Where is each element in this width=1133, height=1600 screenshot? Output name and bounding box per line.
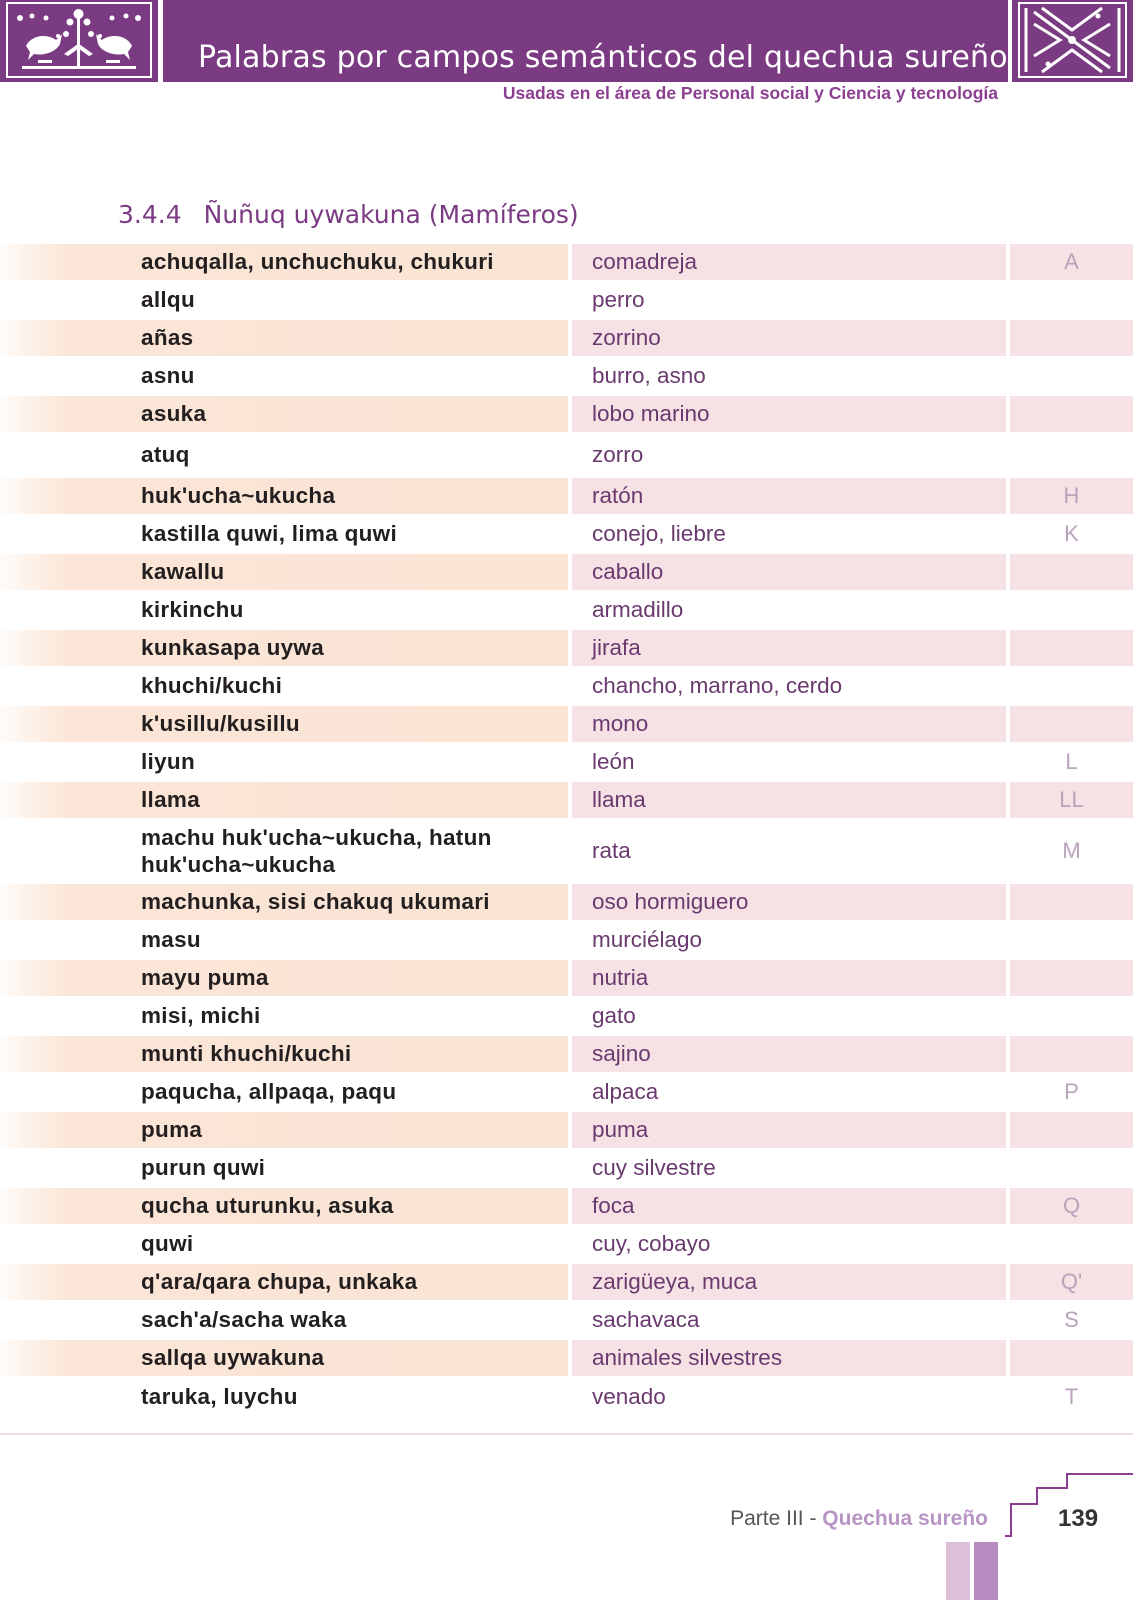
quechua-term: kunkasapa uywa [0, 630, 568, 668]
quechua-term: asnu [0, 358, 568, 396]
index-letter [1006, 668, 1133, 706]
index-letter [1006, 630, 1133, 668]
table-row [0, 1378, 1133, 1417]
index-letter [1006, 960, 1133, 998]
quechua-term: machunka, sisi chakuq ukumari [0, 884, 568, 922]
quechua-term: munti khuchi/kuchi [0, 1036, 568, 1074]
quechua-term: kirkinchu [0, 592, 568, 630]
quechua-term: machu huk'ucha~ukucha, hatun huk'ucha~ukucha [0, 820, 568, 884]
spanish-translation: puma [568, 1112, 1006, 1150]
spanish-translation: zarigüeya, muca [568, 1264, 1006, 1302]
table-row [0, 1188, 1133, 1226]
spanish-translation: zorrino [568, 320, 1006, 358]
table-row [0, 282, 1133, 320]
table-row [0, 516, 1133, 554]
index-letter [1006, 922, 1133, 960]
quechua-term: sach'a/sacha waka [0, 1302, 568, 1340]
index-letter [1006, 396, 1133, 434]
section-number: 3.4.4 [118, 200, 182, 229]
quechua-term: huk'ucha~ukucha [0, 478, 568, 516]
quechua-term: añas [0, 320, 568, 358]
table-row [0, 998, 1133, 1036]
header-divider [154, 0, 156, 82]
table-row [0, 1226, 1133, 1264]
index-letter [1006, 434, 1133, 478]
header-left-ornament [0, 0, 158, 82]
spanish-translation: comadreja [568, 244, 1006, 282]
quechua-term: purun quwi [0, 1150, 568, 1188]
index-letter [1006, 554, 1133, 592]
quechua-term: kawallu [0, 554, 568, 592]
table-row [0, 396, 1133, 434]
index-letter: Q [1006, 1188, 1133, 1226]
quechua-term: asuka [0, 396, 568, 434]
table-row [0, 782, 1133, 820]
spanish-translation: gato [568, 998, 1006, 1036]
index-letter [1006, 1036, 1133, 1074]
table-row [0, 922, 1133, 960]
index-letter [1006, 1226, 1133, 1264]
quechua-term: puma [0, 1112, 568, 1150]
index-letter [1006, 1112, 1133, 1150]
index-letter [1006, 1340, 1133, 1378]
quechua-term: k'usillu/kusillu [0, 706, 568, 744]
table-row [0, 1074, 1133, 1112]
table-row [0, 434, 1133, 478]
table-row [0, 1340, 1133, 1378]
spanish-translation: alpaca [568, 1074, 1006, 1112]
quechua-term: qucha uturunku, asuka [0, 1188, 568, 1226]
section-heading [118, 200, 579, 229]
quechua-term: atuq [0, 434, 568, 478]
table-row [0, 630, 1133, 668]
table-row [0, 668, 1133, 706]
bird-tree-ornament-icon [8, 4, 150, 76]
index-letter: T [1006, 1378, 1133, 1417]
index-letter: K [1006, 516, 1133, 554]
index-letter [1006, 320, 1133, 358]
table-row [0, 706, 1133, 744]
quechua-term: mayu puma [0, 960, 568, 998]
table-row [0, 884, 1133, 922]
index-letter: P [1006, 1074, 1133, 1112]
index-letter: LL [1006, 782, 1133, 820]
index-letter: S [1006, 1302, 1133, 1340]
table-row [0, 744, 1133, 782]
index-letter: A [1006, 244, 1133, 282]
table-row [0, 554, 1133, 592]
spanish-translation: rata [568, 820, 1006, 884]
table-row [0, 244, 1133, 282]
spanish-translation: cuy, cobayo [568, 1226, 1006, 1264]
quechua-term: masu [0, 922, 568, 960]
quechua-term: achuqalla, unchuchuku, chukuri [0, 244, 568, 282]
table-row [0, 1036, 1133, 1074]
quechua-term: taruka, luychu [0, 1378, 568, 1417]
footer-part-name: Quechua sureño [822, 1507, 988, 1530]
quechua-term: liyun [0, 744, 568, 782]
spanish-translation: sachavaca [568, 1302, 1006, 1340]
table-row [0, 478, 1133, 516]
spanish-translation: sajino [568, 1036, 1006, 1074]
quechua-term: sallqa uywakuna [0, 1340, 568, 1378]
table-row [0, 358, 1133, 396]
quechua-term: misi, michi [0, 998, 568, 1036]
spanish-translation: lobo marino [568, 396, 1006, 434]
index-letter: L [1006, 744, 1133, 782]
page-header [0, 0, 1133, 82]
vocabulary-table-body [0, 244, 1133, 1417]
index-letter: H [1006, 478, 1133, 516]
spanish-translation: venado [568, 1378, 1006, 1417]
index-letter [1006, 884, 1133, 922]
vocabulary-table [0, 244, 1133, 1417]
spanish-translation: animales silvestres [568, 1340, 1006, 1378]
spanish-translation: caballo [568, 554, 1006, 592]
geometric-diamond-ornament-icon [1020, 4, 1125, 76]
index-letter [1006, 998, 1133, 1036]
table-row [0, 1112, 1133, 1150]
header-title: Palabras por campos semánticos del quechua sureño [198, 40, 1008, 75]
spanish-translation: oso hormiguero [568, 884, 1006, 922]
spanish-translation: zorro [568, 434, 1006, 478]
header-right-ornament [1012, 0, 1133, 82]
spanish-translation: león [568, 744, 1006, 782]
page-number: 139 [1058, 1505, 1099, 1532]
index-letter: M [1006, 820, 1133, 884]
quechua-term: llama [0, 782, 568, 820]
spanish-translation: foca [568, 1188, 1006, 1226]
spanish-translation: llama [568, 782, 1006, 820]
quechua-term: allqu [0, 282, 568, 320]
spanish-translation: cuy silvestre [568, 1150, 1006, 1188]
spanish-translation: burro, asno [568, 358, 1006, 396]
index-letter [1006, 706, 1133, 744]
table-row [0, 320, 1133, 358]
quechua-term: quwi [0, 1226, 568, 1264]
table-row [0, 592, 1133, 630]
index-letter: Q' [1006, 1264, 1133, 1302]
index-letter [1006, 358, 1133, 396]
footer-bar-light [946, 1542, 970, 1600]
footer-bar-dark [974, 1542, 998, 1600]
footer-part: Parte III - [730, 1507, 823, 1530]
table-row [0, 1264, 1133, 1302]
spanish-translation: mono [568, 706, 1006, 744]
spanish-translation: chancho, marrano, cerdo [568, 668, 1006, 706]
header-subtitle: Usadas en el área de Personal social y Ciencia y tecnología [502, 83, 998, 103]
spanish-translation: ratón [568, 478, 1006, 516]
quechua-term: paqucha, allpaqa, paqu [0, 1074, 568, 1112]
spanish-translation: perro [568, 282, 1006, 320]
table-row [0, 1150, 1133, 1188]
quechua-term: q'ara/qara chupa, unkaka [0, 1264, 568, 1302]
index-letter [1006, 282, 1133, 320]
index-letter [1006, 592, 1133, 630]
spanish-translation: conejo, liebre [568, 516, 1006, 554]
table-row [0, 1302, 1133, 1340]
spanish-translation: jirafa [568, 630, 1006, 668]
table-row [0, 820, 1133, 884]
spanish-translation: murciélago [568, 922, 1006, 960]
quechua-term: khuchi/kuchi [0, 668, 568, 706]
footer-part-label [730, 1507, 988, 1531]
section-title: Ñuñuq uywakuna (Mamíferos) [203, 200, 579, 229]
spanish-translation: armadillo [568, 592, 1006, 630]
table-bottom-rule [0, 1433, 1133, 1435]
spanish-translation: nutria [568, 960, 1006, 998]
table-row [0, 960, 1133, 998]
index-letter [1006, 1150, 1133, 1188]
quechua-term: kastilla quwi, lima quwi [0, 516, 568, 554]
